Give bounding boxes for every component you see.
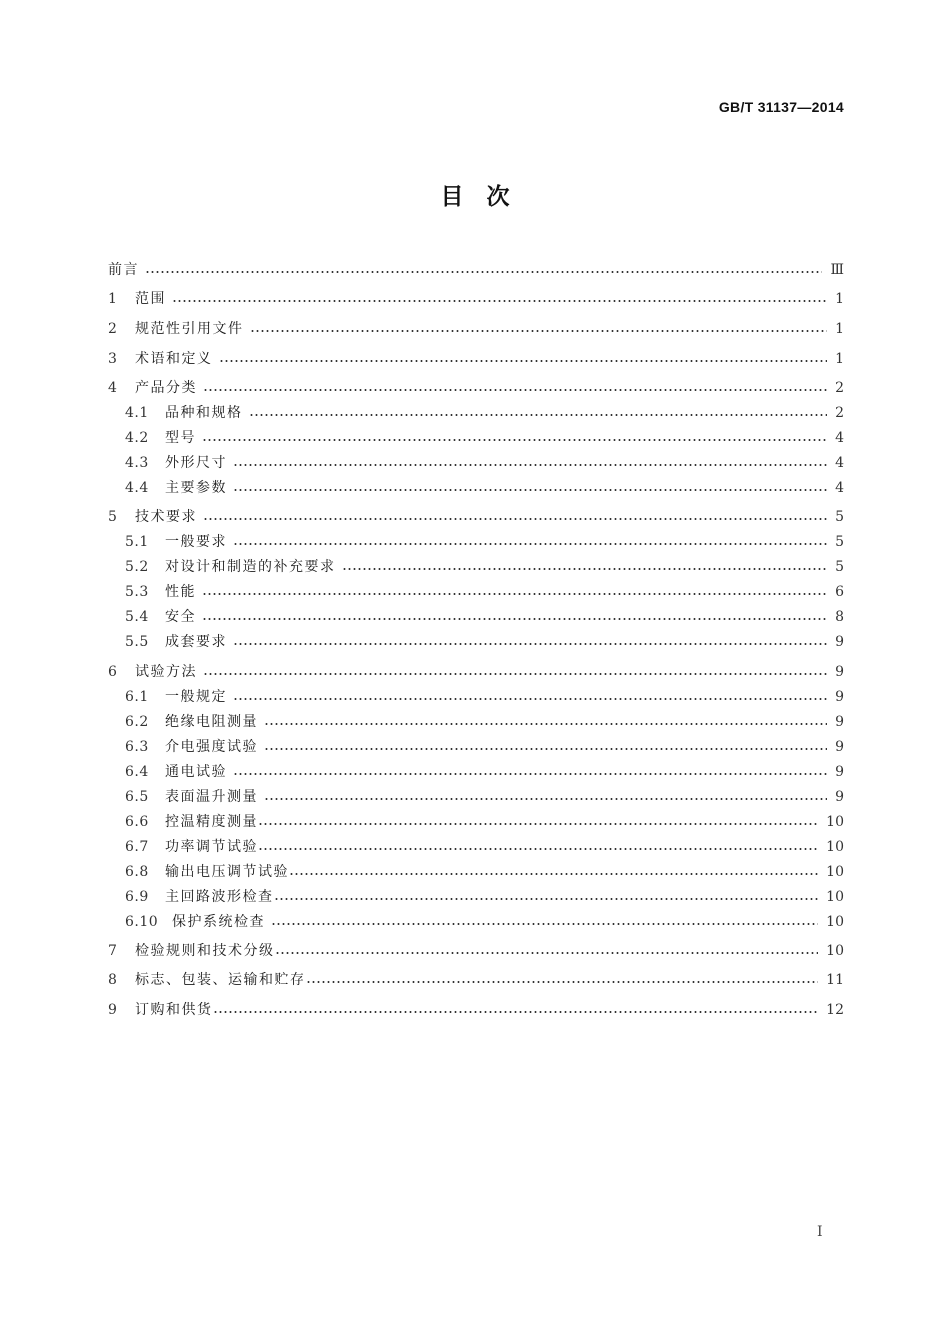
- dot-leader: [250, 330, 828, 332]
- toc-entry-title: 规范性引用文件: [135, 321, 244, 337]
- toc-entry-6-8[interactable]: [108, 860, 844, 884]
- toc-entry-number: 7: [108, 943, 118, 959]
- dot-leader: [219, 360, 828, 362]
- toc-entry-page: 1: [835, 321, 844, 337]
- toc-entry-5-2[interactable]: [108, 555, 844, 579]
- toc-entry-number: 4.3: [125, 455, 149, 471]
- toc-entry-title: 保护系统检查: [172, 914, 265, 930]
- toc-entry-number: 2: [108, 321, 118, 337]
- toc-entry-page: 4: [835, 480, 844, 496]
- toc-entry-8[interactable]: [108, 968, 844, 992]
- toc-entry-title: 前言: [108, 262, 139, 278]
- toc-entry-number: 5: [108, 509, 118, 525]
- toc-entry-number: 6.1: [125, 689, 149, 705]
- toc-entry-title: 产品分类: [135, 380, 197, 396]
- toc-entry-title: 型号: [165, 430, 196, 446]
- toc-entry-page: 10: [826, 943, 844, 959]
- toc-entry-6-4[interactable]: [108, 760, 844, 784]
- toc-entry-number: 5.1: [125, 534, 149, 550]
- toc-entry-4-2[interactable]: [108, 426, 844, 450]
- toc-entry-5-1[interactable]: [108, 530, 844, 554]
- toc-entry-title: 标志、包装、运输和贮存: [135, 972, 306, 988]
- toc-entry-page: 4: [835, 430, 844, 446]
- toc-entry-6-10[interactable]: [108, 910, 844, 934]
- toc-entry-page: 1: [835, 351, 844, 367]
- toc-entry-page: 11: [826, 972, 844, 988]
- toc-entry-number: 6.8: [125, 864, 149, 880]
- toc-entry-number: 6.6: [125, 814, 149, 830]
- toc-entry-6-2[interactable]: [108, 710, 844, 734]
- toc-entry-number: 4.2: [125, 430, 149, 446]
- toc-entry-6-7[interactable]: [108, 835, 844, 859]
- toc-entry-title: 一般要求: [165, 534, 227, 550]
- toc-entry-page: 10: [826, 814, 844, 830]
- dot-leader: [172, 300, 827, 302]
- dot-leader: [233, 464, 827, 466]
- page-folio: Ⅰ: [817, 1224, 823, 1240]
- toc-entry-page: Ⅲ: [830, 262, 844, 278]
- toc-entry-title: 术语和定义: [135, 351, 213, 367]
- toc-entry-page: 6: [835, 584, 844, 600]
- toc-entry-number: 6.9: [125, 889, 149, 905]
- toc-entry-number: 6.2: [125, 714, 149, 730]
- toc-entry-number: 4.4: [125, 480, 149, 496]
- toc-entry-title: 一般规定: [165, 689, 227, 705]
- toc-entry-number: 4.1: [125, 405, 149, 421]
- dot-leader: [258, 823, 818, 825]
- toc-entry-title: 功率调节试验: [165, 839, 258, 855]
- toc-entry-page: 9: [835, 714, 844, 730]
- toc-entry-page: 9: [835, 634, 844, 650]
- dot-leader: [274, 898, 819, 900]
- toc-entry-title: 对设计和制造的补充要求: [165, 559, 336, 575]
- toc-entry-page: 5: [835, 559, 844, 575]
- dot-leader: [203, 518, 827, 520]
- toc-entry-number: 9: [108, 1002, 118, 1018]
- dot-leader: [233, 489, 827, 491]
- toc-entry-page: 12: [826, 1002, 844, 1018]
- toc-entry-title: 外形尺寸: [165, 455, 227, 471]
- toc-entry-6-1[interactable]: [108, 685, 844, 709]
- dot-leader: [213, 1011, 819, 1013]
- toc-entry-number: 6: [108, 664, 118, 680]
- toc-entry-page: 10: [826, 889, 844, 905]
- toc-entry-page: 2: [835, 405, 844, 421]
- toc-entry-number: 4: [108, 380, 118, 396]
- toc-entry-6-5[interactable]: [108, 785, 844, 809]
- toc-entry-page: 10: [826, 864, 844, 880]
- toc-entry-title: 绝缘电阻测量: [165, 714, 258, 730]
- dot-leader: [233, 643, 827, 645]
- dot-leader: [203, 389, 827, 391]
- dot-leader: [233, 698, 827, 700]
- dot-leader: [289, 873, 818, 875]
- toc-entry-title: 输出电压调节试验: [165, 864, 289, 880]
- dot-leader: [202, 439, 827, 441]
- toc-entry-page: 9: [835, 739, 844, 755]
- toc-entry-page: 10: [826, 914, 844, 930]
- dot-leader: [306, 981, 819, 983]
- toc-title: 目 次: [440, 184, 510, 210]
- toc-entry-5-3[interactable]: [108, 580, 844, 604]
- toc-entry-page: 8: [835, 609, 844, 625]
- toc-entry-4-1[interactable]: [108, 401, 844, 425]
- dot-leader: [145, 271, 822, 273]
- toc-entry-number: 6.5: [125, 789, 149, 805]
- toc-entry-foreword[interactable]: [108, 258, 844, 282]
- toc-entry-4[interactable]: [108, 376, 844, 400]
- toc-entry-page: 4: [835, 455, 844, 471]
- standard-code: GB/T 31137—2014: [718, 99, 844, 115]
- toc-entry-title: 范围: [135, 291, 166, 307]
- toc-entry-number: 6.10: [125, 914, 159, 930]
- toc-entry-page: 9: [835, 789, 844, 805]
- toc-entry-4-4[interactable]: [108, 476, 844, 500]
- toc-entry-6-3[interactable]: [108, 735, 844, 759]
- toc-entry-title: 介电强度试验: [165, 739, 258, 755]
- toc-entry-6-6[interactable]: [108, 810, 844, 834]
- dot-leader: [342, 568, 828, 570]
- toc-entry-3[interactable]: [108, 347, 844, 371]
- toc-entry-6-9[interactable]: [108, 885, 844, 909]
- dot-leader: [203, 673, 827, 675]
- toc-entry-number: 6.3: [125, 739, 149, 755]
- toc-entry-number: 6.7: [125, 839, 149, 855]
- dot-leader: [264, 798, 827, 800]
- dot-leader: [264, 723, 827, 725]
- toc-entry-5-5[interactable]: [108, 630, 844, 654]
- toc-entry-number: 1: [108, 291, 118, 307]
- toc-entry-page: 9: [835, 764, 844, 780]
- dot-leader: [271, 923, 818, 925]
- toc-entry-title: 技术要求: [135, 509, 197, 525]
- dot-leader: [233, 543, 827, 545]
- dot-leader: [275, 952, 819, 954]
- toc-entry-number: 5.2: [125, 559, 149, 575]
- toc-entry-title: 性能: [165, 584, 196, 600]
- toc-entry-number: 5.4: [125, 609, 149, 625]
- toc-entry-title: 控温精度测量: [165, 814, 258, 830]
- toc-entry-title: 订购和供货: [135, 1002, 213, 1018]
- toc-entry-9[interactable]: [108, 998, 844, 1022]
- toc-entry-title: 检验规则和技术分级: [135, 943, 275, 959]
- toc-entry-title: 表面温升测量: [165, 789, 258, 805]
- toc-entry-title: 主要参数: [165, 480, 227, 496]
- toc-entry-page: 1: [835, 291, 844, 307]
- toc-entry-page: 5: [835, 534, 844, 550]
- toc-entry-4-3[interactable]: [108, 451, 844, 475]
- toc-entry-title: 通电试验: [165, 764, 227, 780]
- toc-entry-number: 5.5: [125, 634, 149, 650]
- toc-entry-page: 5: [835, 509, 844, 525]
- toc-entry-page: 9: [835, 664, 844, 680]
- toc-entry-number: 8: [108, 972, 118, 988]
- toc-entry-title: 品种和规格: [165, 405, 243, 421]
- dot-leader: [258, 848, 818, 850]
- toc-entry-title: 试验方法: [135, 664, 197, 680]
- toc-entry-title: 成套要求: [165, 634, 227, 650]
- dot-leader: [249, 414, 828, 416]
- toc-entry-1[interactable]: [108, 287, 844, 311]
- toc-entry-5[interactable]: [108, 505, 844, 529]
- toc-entry-page: 10: [826, 839, 844, 855]
- toc-entry-page: 9: [835, 689, 844, 705]
- dot-leader: [264, 748, 827, 750]
- toc-entry-page: 2: [835, 380, 844, 396]
- dot-leader: [202, 618, 827, 620]
- toc-entry-7[interactable]: [108, 939, 844, 963]
- toc-entry-6[interactable]: [108, 660, 844, 684]
- toc-entry-number: 3: [108, 351, 118, 367]
- toc-entry-5-4[interactable]: [108, 605, 844, 629]
- toc-entry-number: 6.4: [125, 764, 149, 780]
- toc-entry-2[interactable]: [108, 317, 844, 341]
- toc-entry-title: 安全: [165, 609, 196, 625]
- dot-leader: [233, 773, 827, 775]
- dot-leader: [202, 593, 827, 595]
- toc-entry-number: 5.3: [125, 584, 149, 600]
- toc-entry-title: 主回路波形检查: [165, 889, 274, 905]
